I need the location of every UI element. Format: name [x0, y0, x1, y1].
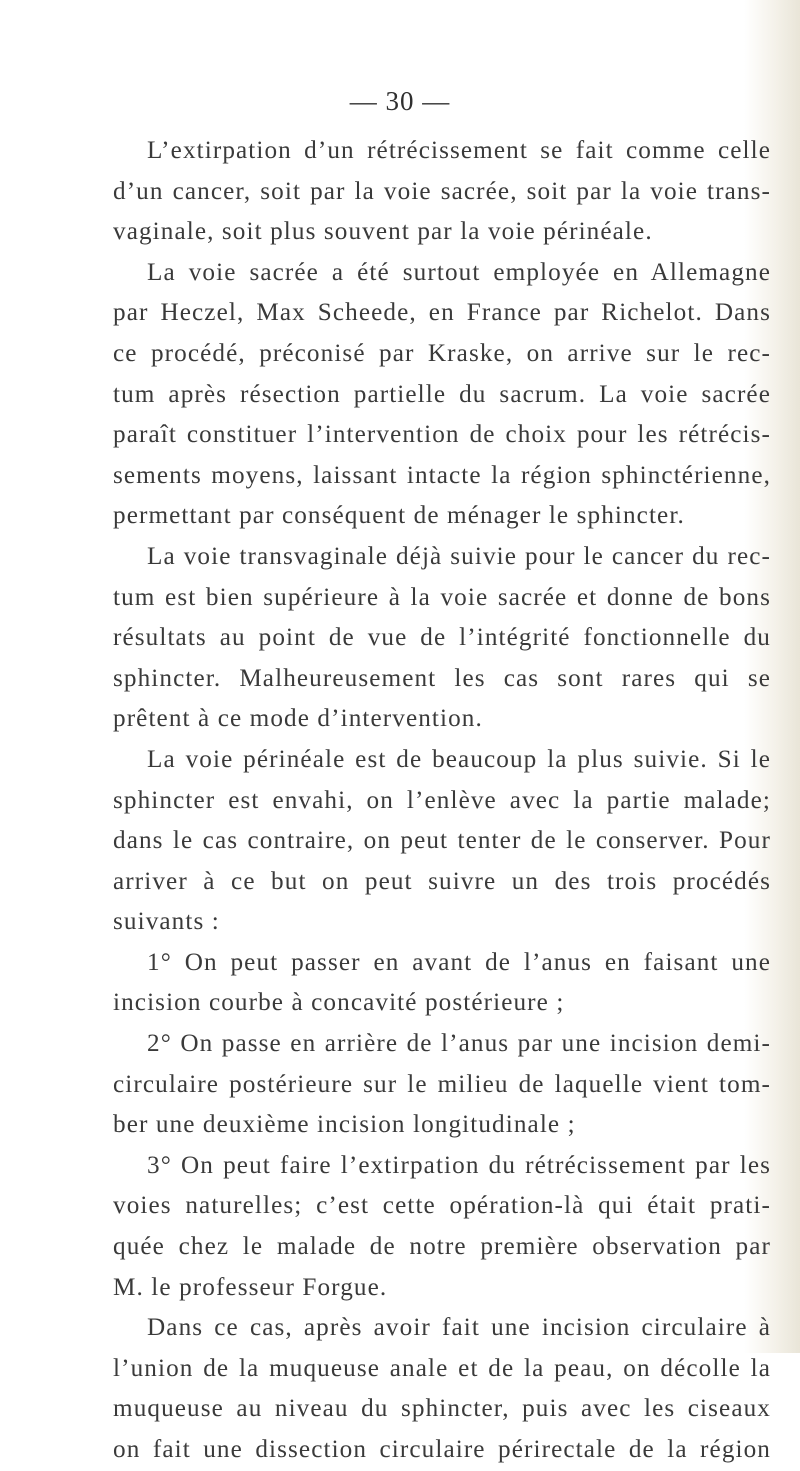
text-line: prêtent à ce mode d’intervention.: [113, 705, 483, 733]
text-line: circulaire postérieure sur le milieu de laquelle vient tom-: [113, 1070, 771, 1098]
paragraph: [113, 1024, 771, 1146]
text-line: quée chez le malade de notre première observation par: [113, 1233, 771, 1261]
text-line: voies naturelles; c’est cette opération-là qui était prati-: [113, 1192, 771, 1220]
body-text: [113, 131, 771, 1471]
text-line: La voie sacrée a été surtout employée en Allemagne: [147, 258, 771, 286]
text-line: résultats au point de vue de l’intégrité fonctionnelle du: [113, 624, 771, 652]
text-line: tum après résection partielle du sacrum. La voie sacrée: [113, 380, 771, 408]
paragraph: [113, 131, 771, 253]
text-line: vaginale, soit plus souvent par la voie périnéale.: [113, 218, 653, 246]
text-line: on fait une dissection circulaire périrectale de la région: [113, 1436, 771, 1463]
paragraph: [113, 1308, 771, 1470]
text-line: La voie transvaginale déjà suivie pour le cancer du rec-: [147, 542, 771, 570]
text-line: ber une deuxième incision longitudinale ;: [113, 1111, 576, 1139]
text-line: M. le professeur Forgue.: [113, 1273, 388, 1301]
text-line: La voie périnéale est de beaucoup la plus suivie. Si le: [147, 745, 771, 773]
text-line: permettant par conséquent de ménager le sphincter.: [113, 502, 685, 530]
text-line: par Heczel, Max Scheede, en France par Richelot. Dans: [113, 299, 771, 327]
text-line: arriver à ce but on peut suivre un des trois procédés: [113, 867, 771, 895]
text-line: l’union de la muqueuse anale et de la peau, on décolle la: [113, 1354, 771, 1382]
paragraph: [113, 537, 771, 740]
paragraph: [113, 740, 771, 943]
text-line: ce procédé, préconisé par Kraske, on arrive sur le rec-: [113, 339, 771, 367]
text-line: sphincter est envahi, on l’enlève avec la partie malade;: [113, 786, 771, 814]
text-line: d’un cancer, soit par la voie sacrée, soit par la voie trans-: [113, 177, 771, 205]
text-line: sements moyens, laissant intacte la région sphinctérienne,: [113, 461, 771, 489]
paragraph: [113, 253, 771, 537]
text-line: incision courbe à concavité postérieure ;: [113, 989, 565, 1017]
text-line: L’extirpation d’un rétrécissement se fait comme celle: [147, 137, 771, 164]
text-line: suivants :: [113, 908, 220, 936]
text-line: 3° On peut faire l’extirpation du rétrécissement par les: [147, 1151, 771, 1179]
text-line: tum est bien supérieure à la voie sacrée et donne de bons: [113, 583, 771, 611]
paragraph: [113, 943, 771, 1024]
text-line: sphincter. Malheureusement les cas sont rares qui se: [113, 664, 771, 692]
text-line: muqueuse au niveau du sphincter, puis avec les ciseaux: [113, 1395, 771, 1423]
text-line: 2° On passe en arrière de l’anus par une incision demi-: [147, 1030, 771, 1058]
text-line: Dans ce cas, après avoir fait une incision circulaire à: [147, 1314, 771, 1342]
text-line: paraît constituer l’intervention de choix pour les rétrécis-: [113, 421, 771, 449]
paragraph: [113, 1146, 771, 1308]
text-line: dans le cas contraire, on peut tenter de le conserver. Pour: [113, 827, 771, 855]
page-number: — 30 —: [349, 86, 451, 116]
text-line: 1° On peut passer en avant de l’anus en faisant une: [147, 948, 771, 976]
